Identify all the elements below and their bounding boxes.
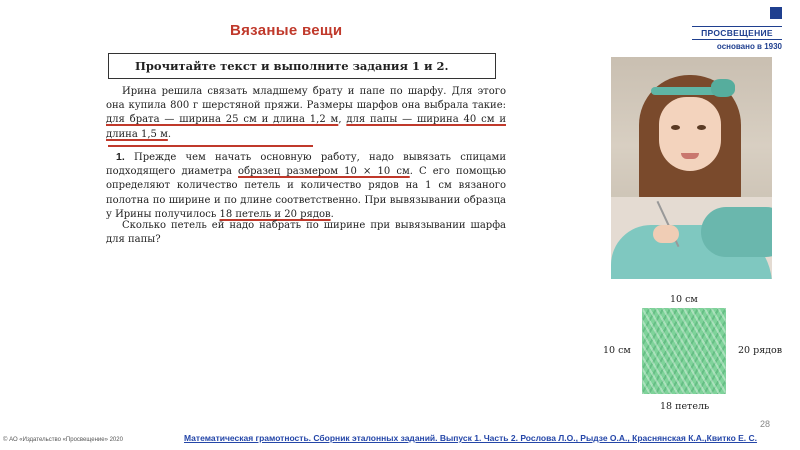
logo-since: основано в 1930 [716, 42, 782, 51]
task-text-2: . С его помощью определяют количество петель и количество рядов на 1 см вязаного полотна по ширине и по длине соответственно. При вывязывании образца у Ирины получилось [106, 166, 506, 220]
father-scarf-size: для папы — ширина 40 см и длина 1,5 м [106, 114, 506, 140]
sample-result: 18 петель и 20 рядов [219, 208, 331, 220]
task-paragraph [106, 150, 506, 222]
copyright: © АО «Издательство «Просвещение» 2020 [3, 437, 123, 443]
task-end: . [330, 208, 334, 220]
instruction-box: Прочитайте текст и выполните задания 1 и 2. [108, 53, 496, 79]
intro-text: Ирина решила связать младшему брату и папе по шарфу. Для этого она купила 800 г шерстяной пряжи. Размеры шарфов она выбрала такие: [106, 86, 506, 112]
girl-knitting-photo [611, 57, 772, 279]
swatch-rows-label: 20 рядов [738, 345, 783, 356]
intro-end: . [167, 128, 172, 140]
task-number: 1. [116, 151, 125, 163]
sample-size: образец размером 10 × 10 см [238, 166, 410, 178]
slide-title: Вязаные вещи [230, 22, 343, 39]
page-number: 28 [760, 419, 771, 429]
task-text: Прежде чем начать основную работу, надо вывязать спицами подходящего диаметра [106, 152, 506, 178]
knitted-swatch [642, 308, 726, 394]
swatch-width-label: 10 см [670, 294, 698, 305]
source-link[interactable]: Математическая грамотность. Сборник эталонных заданий. Выпуск 1. Часть 2. Рослова Л.О., Рыдзе О.А., Краснянская К.А.,Квитко Е. С. [184, 433, 758, 443]
intro-comma: , [338, 114, 347, 126]
logo-emblem-icon [770, 7, 782, 19]
publisher-logo [692, 7, 782, 51]
question-paragraph: Сколько петель ей надо набрать по ширине при вывязывании шарфа для папы? [106, 220, 506, 246]
logo-name: ПРОСВЕЩЕНИЕ [692, 26, 782, 40]
intro-paragraph [106, 85, 506, 142]
swatch-height-label: 10 см [603, 345, 631, 356]
brother-scarf-size: для брата — ширина 25 см и длина 1,2 м [106, 114, 339, 126]
swatch-stitches-label: 18 петель [660, 401, 710, 412]
section-divider [108, 145, 313, 147]
